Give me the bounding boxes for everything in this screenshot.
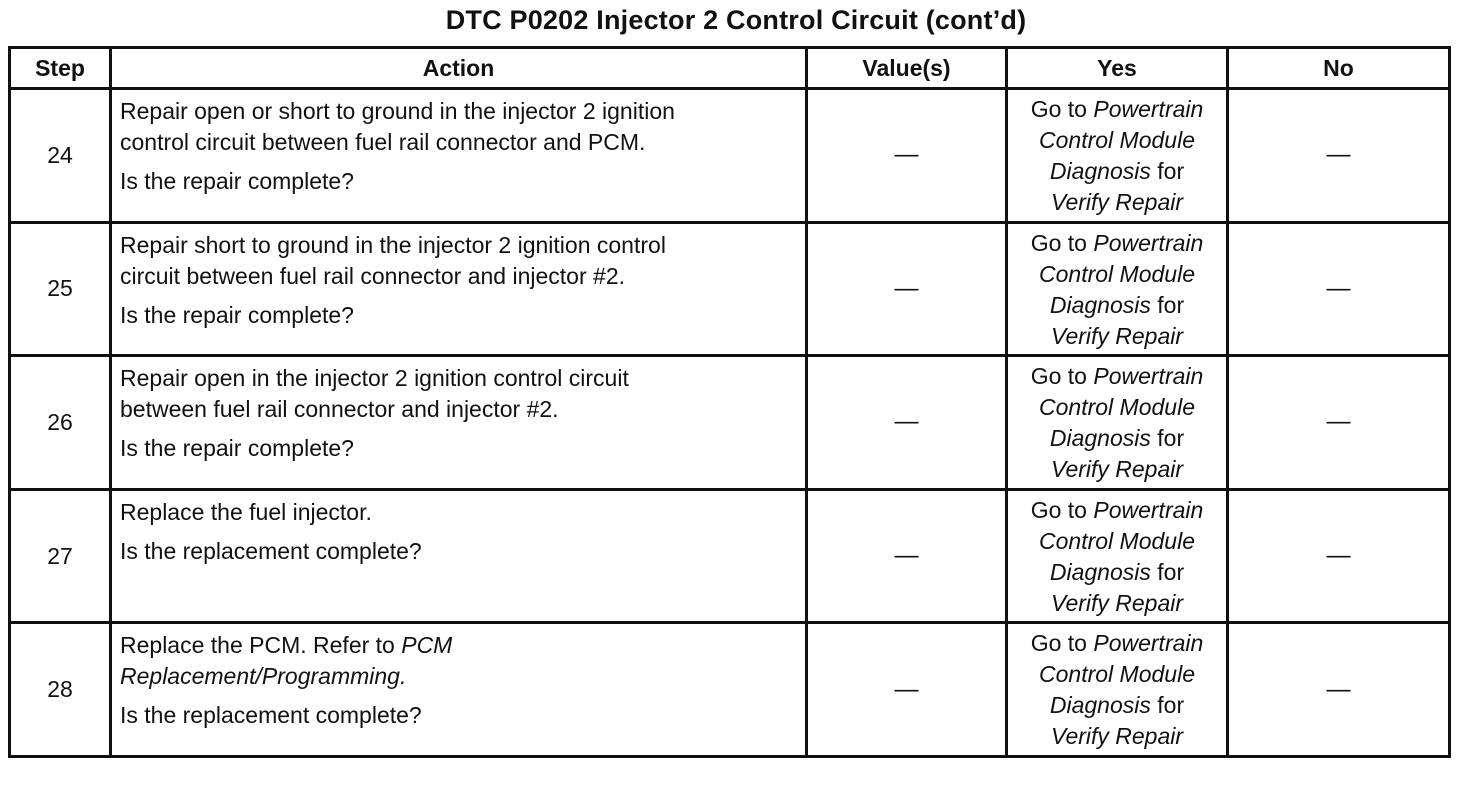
yes-cell	[1007, 489, 1228, 623]
action-reference-text: Replacement/Programming.	[120, 663, 407, 690]
header-values: Value(s)	[807, 48, 1007, 89]
action-question: Is the repair complete?	[120, 168, 354, 194]
table-row	[10, 89, 1450, 223]
step-number: 25	[10, 222, 111, 356]
yes-link-text: Diagnosis	[1049, 558, 1151, 585]
yes-link-text: Verify Repair	[1050, 322, 1184, 349]
header-step: Step	[10, 48, 111, 89]
no-cell: —	[1228, 623, 1450, 757]
yes-link-text: Powertrain	[1093, 96, 1204, 122]
yes-link-text: Control Module	[1039, 661, 1195, 688]
action-cell	[111, 356, 807, 490]
step-number: 28	[10, 623, 111, 757]
action-question: Is the repair complete?	[120, 301, 354, 328]
no-cell: —	[1228, 356, 1450, 490]
action-cell	[111, 89, 807, 223]
yes-cell	[1007, 623, 1228, 757]
yes-link-text: Diagnosis	[1049, 692, 1151, 719]
yes-link-text: Diagnosis	[1049, 291, 1151, 318]
yes-text: for	[1150, 158, 1185, 184]
yes-text: Go to	[1030, 496, 1094, 523]
yes-text: for	[1150, 692, 1185, 719]
yes-text: for	[1150, 291, 1185, 318]
table-row	[10, 222, 1450, 356]
value-cell: —	[807, 623, 1007, 757]
yes-link-text: Powertrain	[1093, 229, 1204, 256]
step-number: 26	[10, 356, 111, 490]
yes-link-text: Diagnosis	[1049, 425, 1151, 452]
action-cell	[111, 489, 807, 623]
yes-link-text: Diagnosis	[1049, 158, 1151, 184]
action-text: circuit between fuel rail connector and injector #2.	[120, 262, 626, 289]
header-yes: Yes	[1007, 48, 1228, 89]
action-text: Replace the fuel injector.	[120, 498, 372, 525]
action-text: Repair short to ground in the injector 2 ignition control	[120, 231, 666, 258]
step-number: 27	[10, 489, 111, 623]
no-cell: —	[1228, 222, 1450, 356]
step-number: 24	[10, 89, 111, 223]
yes-link-text: Verify Repair	[1050, 189, 1184, 215]
yes-cell	[1007, 356, 1228, 490]
table-row	[10, 489, 1450, 623]
action-question: Is the replacement complete?	[120, 702, 422, 729]
yes-link-text: Control Module	[1039, 527, 1195, 554]
yes-text: for	[1150, 425, 1185, 452]
action-question: Is the replacement complete?	[120, 537, 422, 564]
yes-link-text: Powertrain	[1093, 630, 1204, 657]
no-cell: —	[1228, 89, 1450, 223]
action-cell	[111, 222, 807, 356]
value-cell: —	[807, 89, 1007, 223]
yes-link-text: Verify Repair	[1050, 456, 1184, 483]
action-text: Replace the PCM. Refer to	[120, 632, 402, 659]
action-cell	[111, 623, 807, 757]
value-cell: —	[807, 356, 1007, 490]
yes-text: Go to	[1030, 96, 1094, 122]
action-text: control circuit between fuel rail connector and PCM.	[120, 129, 646, 155]
action-reference-text: PCM	[401, 632, 453, 659]
diagnostic-table	[8, 46, 1451, 758]
action-question: Is the repair complete?	[120, 435, 354, 462]
page-title: DTC P0202 Injector 2 Control Circuit (cont’d)	[445, 5, 1027, 35]
header-action: Action	[111, 48, 807, 89]
yes-link-text: Powertrain	[1093, 496, 1204, 523]
yes-link-text: Control Module	[1039, 394, 1195, 421]
yes-link-text: Verify Repair	[1050, 589, 1184, 616]
table-row	[10, 356, 1450, 490]
yes-cell	[1007, 222, 1228, 356]
yes-text: Go to	[1030, 229, 1094, 256]
table-header-row	[10, 48, 1450, 89]
value-cell: —	[807, 489, 1007, 623]
yes-link-text: Control Module	[1039, 260, 1195, 287]
yes-cell	[1007, 89, 1228, 223]
table-row	[10, 623, 1450, 757]
yes-link-text: Powertrain	[1093, 363, 1204, 390]
yes-text: Go to	[1030, 630, 1094, 657]
yes-text: Go to	[1030, 363, 1094, 390]
action-text-line	[120, 630, 799, 661]
no-cell: —	[1228, 489, 1450, 623]
action-text: Repair open in the injector 2 ignition control circuit	[120, 365, 629, 392]
yes-link-text: Verify Repair	[1050, 723, 1184, 750]
action-text: between fuel rail connector and injector #2.	[120, 396, 559, 423]
header-no: No	[1228, 48, 1450, 89]
value-cell: —	[807, 222, 1007, 356]
yes-text: for	[1150, 558, 1185, 585]
yes-link-text: Control Module	[1039, 127, 1195, 153]
action-text: Repair open or short to ground in the injector 2 ignition	[120, 98, 675, 124]
